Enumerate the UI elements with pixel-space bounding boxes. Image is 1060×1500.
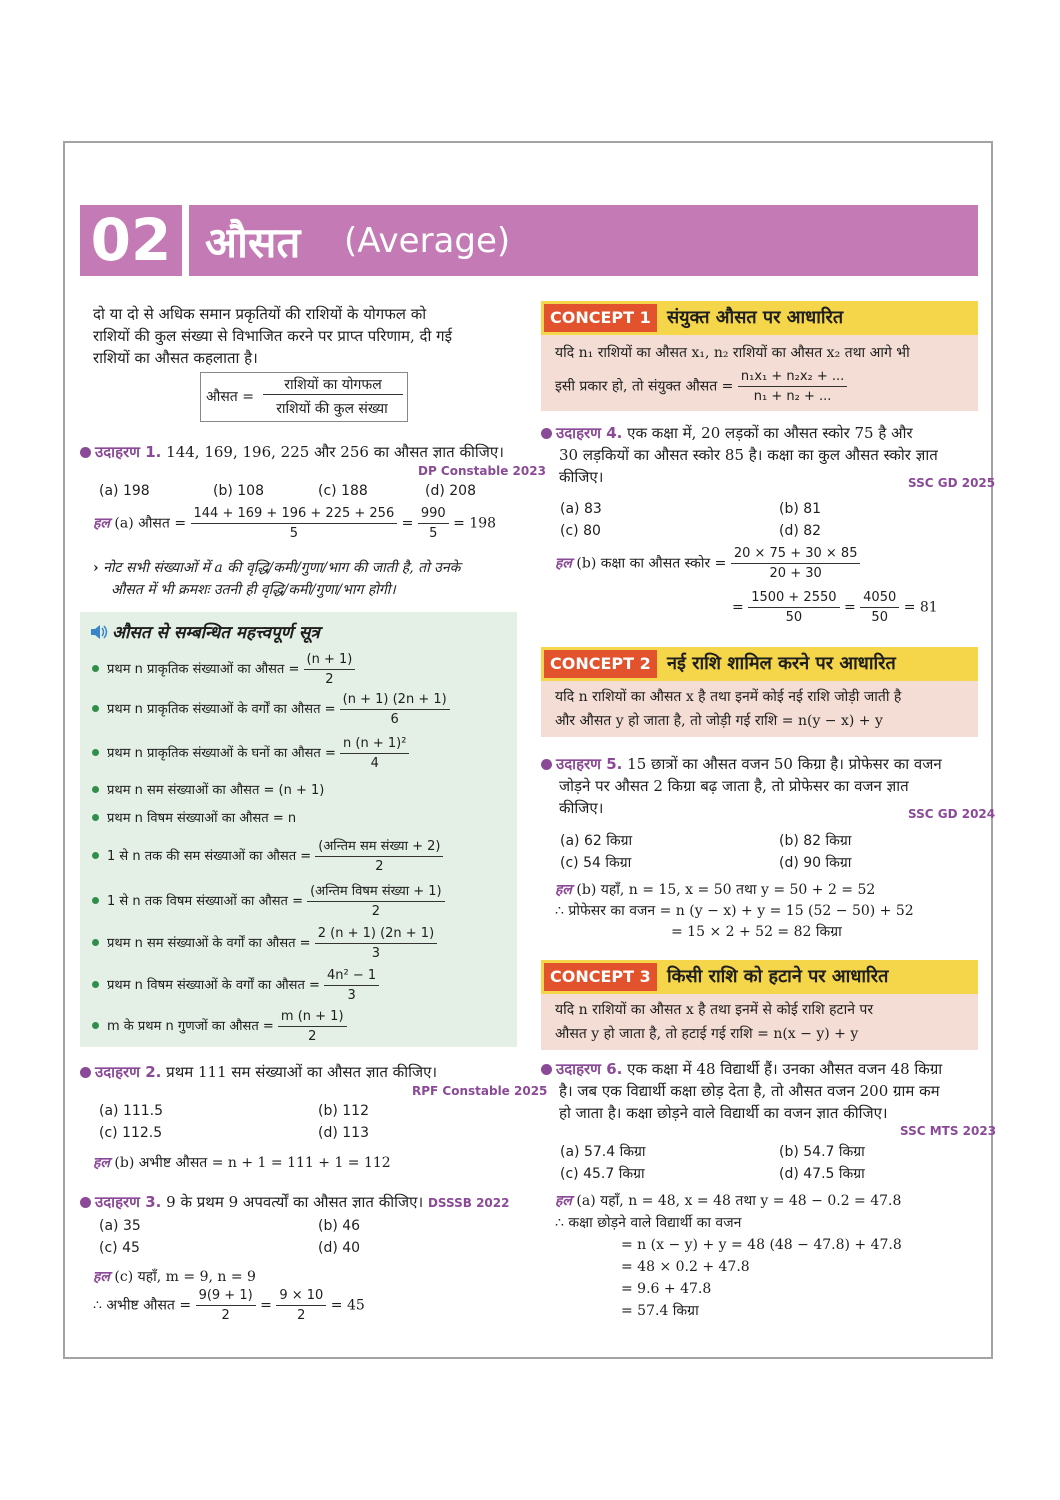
solution-text: (c) यहाँ, m = 9, n = 9	[114, 1269, 256, 1285]
concept-3-title: किसी राशि को हटाने पर आधारित	[667, 966, 889, 987]
formula-item	[92, 690, 450, 729]
concept-1-text: इसी प्रकार हो, तो संयुक्त औसत =	[555, 378, 734, 395]
example-2-option-c: (c) 112.5	[99, 1125, 163, 1141]
fraction-numerator: 9 × 10	[276, 1286, 326, 1306]
example-4-option-b: (b) 81	[779, 501, 822, 517]
fraction-denominator: 2	[308, 1029, 317, 1044]
example-4-option-a: (a) 83	[560, 501, 602, 517]
example-4-solution	[555, 544, 860, 583]
example-2-option-b: (b) 112	[318, 1103, 369, 1119]
example-5-line-3: कीजिए।	[559, 799, 604, 817]
example-1-question	[80, 441, 504, 463]
example-6-option-d: (d) 47.5 किग्रा	[779, 1166, 865, 1182]
example-5-option-d: (d) 90 किग्रा	[779, 855, 852, 871]
fraction-denominator: 5	[429, 526, 438, 541]
example-1-option-c: (c) 188	[318, 483, 368, 499]
example-2-solution	[93, 1153, 391, 1172]
fraction-denominator: 5	[289, 526, 298, 541]
example-3-text: 9 के प्रथम 9 अपवर्त्यों का औसत ज्ञात कीजिए।	[166, 1193, 424, 1211]
solution-label: हल	[555, 1193, 572, 1209]
solution-fraction	[191, 504, 398, 543]
example-4-line-3: कीजिए।	[559, 468, 604, 486]
intro-line: राशियों का औसत कहलाता है।	[93, 349, 258, 367]
intro-line: दो या दो से अधिक समान प्रकृतियों की राशियों के योगफल को	[93, 305, 427, 323]
example-6-question	[541, 1058, 942, 1124]
formula-item	[92, 837, 443, 876]
concept-1-label: CONCEPT 1	[544, 304, 657, 332]
example-4-line-2: 30 लड़कियों का औसत स्कोर 85 है। कक्षा का कुल औसत स्कोर ज्ञात	[559, 446, 938, 464]
solution-line-1: (a) यहाँ, n = 48, x = 48 तथा y = 48 − 0.2 = 47.8	[576, 1193, 902, 1209]
fraction-denominator: 50	[785, 610, 803, 625]
fraction-denominator: 3	[371, 946, 381, 961]
concept-1-header	[541, 301, 978, 335]
formula-item	[92, 780, 324, 798]
speaker-icon	[90, 624, 108, 640]
formulas-title-text: औसत से सम्बन्धित महत्त्वपूर्ण सूत्र	[112, 623, 320, 643]
example-6-label: उदाहरण 6.	[556, 1060, 623, 1078]
fraction-numerator: 4050	[860, 588, 899, 608]
example-6-solution	[555, 1190, 902, 1322]
note-line-2: औसत में भी क्रमशः उतनी ही वृद्धि/कमी/गुणा/भाग होगी।	[111, 582, 396, 598]
example-5-line-1: 15 छात्रों का औसत वजन 50 किग्रा है। प्रोफेसर का वजन	[627, 755, 942, 773]
example-bullet-icon	[80, 1197, 91, 1208]
example-5-exam-tag: SSC GD 2024	[908, 807, 996, 821]
fraction-numerator: (अन्तिम सम संख्या + 2)	[315, 837, 443, 857]
formula-item	[92, 966, 379, 1005]
formulas-box	[80, 612, 517, 1047]
example-5-solution	[555, 880, 914, 943]
fraction-numerator: (n + 1)	[304, 650, 356, 670]
average-formula-box	[200, 372, 408, 422]
fraction-numerator: 9(9 + 1)	[196, 1286, 256, 1306]
example-bullet-icon	[541, 428, 552, 439]
example-3-option-c: (c) 45	[99, 1240, 140, 1256]
example-6-line-1: एक कक्षा में 48 विद्यार्थी हैं। उनका औसत वजन 48 किग्रा	[627, 1060, 943, 1078]
solution-label: हल	[555, 882, 572, 898]
example-3-calculation	[93, 1286, 365, 1325]
solution-prefix: ∴ अभीष्ट औसत =	[93, 1297, 192, 1314]
example-6-line-2: है। जब एक विद्यार्थी कक्षा छोड़ देता है, तो औसत वजन 200 ग्राम कम	[559, 1082, 940, 1100]
formula-text: प्रथम n प्राकृतिक संख्याओं के घनों का औसत =	[107, 746, 336, 761]
fraction-numerator: (अन्तिम विषम संख्या + 1)	[307, 882, 445, 902]
concept-2-label: CONCEPT 2	[544, 650, 657, 678]
formula-text: m के प्रथम n गुणजों का औसत =	[107, 1019, 274, 1034]
concept-1-title: संयुक्त औसत पर आधारित	[667, 307, 844, 328]
formula-item	[92, 734, 409, 773]
example-5-option-c: (c) 54 किग्रा	[560, 855, 632, 871]
solution-fraction	[418, 504, 449, 543]
fraction-denominator: 2	[325, 672, 334, 687]
example-6-exam-tag: SSC MTS 2023	[900, 1124, 997, 1138]
fraction-denominator: n₁ + n₂ + ...	[753, 389, 832, 404]
example-3-exam-tag: DSSSB 2022	[427, 1196, 510, 1210]
example-5-question	[541, 753, 942, 819]
concept-3-line-2: औसत y हो जाता है, तो हटाई गई राशि = n(x − y) + y	[555, 1026, 859, 1042]
chapter-number: 02	[80, 205, 182, 276]
example-3-option-b: (b) 46	[318, 1218, 361, 1234]
example-1-solution	[93, 504, 496, 543]
concept-3-line-1: यदि n राशियों का औसत x है तथा इनमें से कोई राशि हटाने पर	[555, 1002, 874, 1018]
concept-1-line-1: यदि n₁ राशियों का औसत x₁, n₂ राशियों का औसत x₂ तथा आगे भी	[555, 345, 910, 361]
example-3-solution	[93, 1267, 256, 1286]
example-2-question	[80, 1061, 437, 1083]
example-4-option-d: (d) 82	[779, 523, 822, 539]
example-2-exam-tag: RPF Constable 2025	[412, 1084, 548, 1098]
concept-2-header	[541, 647, 978, 681]
solution-line-5: = 9.6 + 47.8	[621, 1281, 712, 1297]
example-1-option-b: (b) 108	[213, 483, 264, 499]
example-3-option-a: (a) 35	[99, 1218, 141, 1234]
formulas-title	[90, 620, 320, 643]
fraction-denominator: 50	[871, 610, 888, 625]
example-bullet-icon	[541, 1064, 552, 1075]
solution-line-6: = 57.4 किग्रा	[621, 1303, 699, 1319]
example-4-question	[541, 422, 938, 488]
solution-prefix: (a) औसत =	[114, 515, 187, 532]
example-2-text: प्रथम 111 सम संख्याओं का औसत ज्ञात कीजिए।	[166, 1063, 438, 1081]
fraction-numerator: n₁x₁ + n₂x₂ + ...	[738, 367, 847, 387]
formula-text: प्रथम n विषम संख्याओं का औसत = n	[107, 811, 297, 826]
fraction-numerator: 990	[418, 504, 449, 524]
formula-text: 1 से n तक विषम संख्याओं का औसत =	[107, 894, 303, 909]
intro-line: राशियों की कुल संख्या से विभाजित करने पर प्राप्त परिणाम, दी गई	[93, 327, 452, 345]
fraction-numerator: n (n + 1)²	[340, 734, 409, 754]
fraction-denominator: 2	[371, 904, 380, 919]
equals-sign: =	[260, 1297, 272, 1314]
note-line-1: नोट सभी संख्याओं में a की वृद्धि/कमी/गुणा/भाग की जाती है, तो उनके	[103, 560, 461, 576]
example-bullet-icon	[80, 1067, 91, 1078]
solution-line-4: = 48 × 0.2 + 47.8	[621, 1259, 750, 1275]
concept-3-label: CONCEPT 3	[544, 963, 657, 991]
example-3-option-d: (d) 40	[318, 1240, 361, 1256]
concept-2-title: नई राशि शामिल करने पर आधारित	[667, 653, 896, 674]
formula-text: प्रथम n प्राकृतिक संख्याओं के वर्गों का औसत =	[107, 702, 336, 717]
example-bullet-icon	[541, 759, 552, 770]
example-4-line-1: एक कक्षा में, 20 लड़कों का औसत स्कोर 75 है और	[627, 424, 913, 442]
example-5-label: उदाहरण 5.	[556, 755, 623, 773]
solution-label: हल	[93, 1269, 110, 1285]
example-5-option-a: (a) 62 किग्रा	[560, 833, 633, 849]
formula-lhs: औसत =	[206, 389, 254, 405]
solution-label: हल	[93, 1155, 110, 1171]
solution-line-1: (b) यहाँ, n = 15, x = 50 तथा y = 50 + 2 = 52	[576, 882, 876, 898]
formula-item	[92, 924, 437, 963]
formula-text: प्रथम n प्राकृतिक संख्याओं का औसत =	[107, 662, 300, 677]
example-5-line-2: जोड़ने पर औसत 2 किग्रा बढ़ जाता है, तो प्रोफेसर का वजन ज्ञात	[559, 777, 909, 795]
example-6-option-a: (a) 57.4 किग्रा	[560, 1144, 646, 1160]
example-4-exam-tag: SSC GD 2025	[908, 476, 996, 490]
example-1-option-a: (a) 198	[99, 483, 150, 499]
formula-item	[92, 650, 355, 689]
formula-item	[92, 882, 445, 921]
fraction-denominator: 4	[370, 756, 379, 771]
formula-text: 1 से n तक की सम संख्याओं का औसत =	[107, 849, 312, 864]
fraction-denominator: 6	[390, 712, 399, 727]
example-5-option-b: (b) 82 किग्रा	[779, 833, 852, 849]
solution-label: हल	[93, 515, 110, 532]
concept-2-body	[541, 681, 978, 737]
formula-text: प्रथम n सम संख्याओं का औसत = (n + 1)	[107, 783, 325, 798]
fraction-numerator: 4n² − 1	[324, 966, 379, 986]
fraction-denominator: 20 + 30	[769, 566, 822, 581]
example-1-label: उदाहरण 1.	[95, 443, 162, 461]
note-block	[93, 557, 460, 601]
example-2-option-a: (a) 111.5	[99, 1103, 164, 1119]
solution-text: (b) अभीष्ट औसत = n + 1 = 111 + 1 = 112	[114, 1155, 391, 1171]
chevron-right-icon: ›	[93, 560, 99, 576]
chapter-title-bar	[189, 205, 978, 276]
concept-2-line-2: और औसत y हो जाता है, तो जोड़ी गई राशि = n(y − x) + y	[555, 713, 883, 729]
formula-item	[92, 808, 296, 826]
concept-2-line-1: यदि n राशियों का औसत x है तथा इनमें कोई नई राशि जोड़ी जाती है	[555, 689, 902, 705]
example-2-option-d: (d) 113	[318, 1125, 369, 1141]
solution-result: = 45	[330, 1297, 365, 1314]
example-4-label: उदाहरण 4.	[556, 424, 623, 442]
example-6-option-c: (c) 45.7 किग्रा	[560, 1166, 645, 1182]
fraction-numerator: m (n + 1)	[278, 1007, 347, 1027]
equals-sign: =	[401, 515, 414, 532]
fraction-denominator: 2	[297, 1308, 306, 1323]
example-1-option-d: (d) 208	[425, 483, 476, 499]
fraction-numerator: 20 × 75 + 30 × 85	[731, 544, 861, 564]
example-4-option-c: (c) 80	[560, 523, 601, 539]
concept-3-body	[541, 994, 978, 1050]
solution-prefix: (b) कक्षा का औसत स्कोर =	[576, 555, 727, 572]
concept-1-body	[541, 335, 978, 411]
equals-sign: =	[843, 599, 856, 616]
fraction-denominator: 2	[221, 1308, 230, 1323]
formula-denominator: राशियों की कुल संख्या	[276, 401, 388, 417]
example-2-label: उदाहरण 2.	[95, 1063, 162, 1081]
fraction-numerator: 1500 + 2550	[748, 588, 839, 608]
solution-line-2: ∴ प्रोफेसर का वजन = n (y − x) + y = 15 (52 − 50) + 52	[555, 903, 914, 919]
chapter-title-english: (Average)	[344, 221, 511, 261]
example-bullet-icon	[80, 447, 91, 458]
concept-3-header	[541, 960, 978, 994]
formula-text: प्रथम n सम संख्याओं के वर्गों का औसत =	[107, 936, 311, 951]
chapter-title-hindi: औसत	[205, 218, 301, 267]
solution-line-3: = 15 × 2 + 52 = 82 किग्रा	[671, 924, 842, 940]
example-3-question	[80, 1191, 509, 1214]
fraction-numerator: 144 + 169 + 196 + 225 + 256	[191, 504, 398, 524]
fraction-denominator: 2	[375, 859, 384, 874]
formula-text: प्रथम n विषम संख्याओं के वर्गों का औसत =	[107, 978, 320, 993]
example-4-calculation	[732, 588, 938, 627]
example-6-line-3: हो जाता है। कक्षा छोड़ने वाले विद्यार्थी का वजन ज्ञात कीजिए।	[559, 1104, 888, 1122]
fraction-numerator: 2 (n + 1) (2n + 1)	[315, 924, 437, 944]
formula-item	[92, 1007, 347, 1046]
fraction-numerator: (n + 1) (2n + 1)	[340, 690, 450, 710]
solution-line-2: ∴ कक्षा छोड़ने वाले विद्यार्थी का वजन	[555, 1215, 742, 1231]
intro-paragraph	[93, 303, 452, 369]
example-6-option-b: (b) 54.7 किग्रा	[779, 1144, 865, 1160]
fraction-denominator: 3	[347, 988, 356, 1003]
equals-sign: =	[732, 599, 744, 616]
solution-result: = 81	[903, 599, 938, 616]
formula-numerator: राशियों का योगफल	[263, 375, 403, 395]
example-1-text: 144, 169, 196, 225 और 256 का औसत ज्ञात कीजिए।	[166, 443, 504, 461]
solution-result: = 198	[453, 515, 497, 532]
example-1-exam-tag: DP Constable 2023	[418, 464, 546, 478]
solution-label: हल	[555, 555, 572, 572]
concept-1-line-2	[555, 367, 847, 406]
example-3-label: उदाहरण 3.	[95, 1193, 162, 1211]
solution-line-3: = n (x − y) + y = 48 (48 − 47.8) + 47.8	[621, 1237, 902, 1253]
